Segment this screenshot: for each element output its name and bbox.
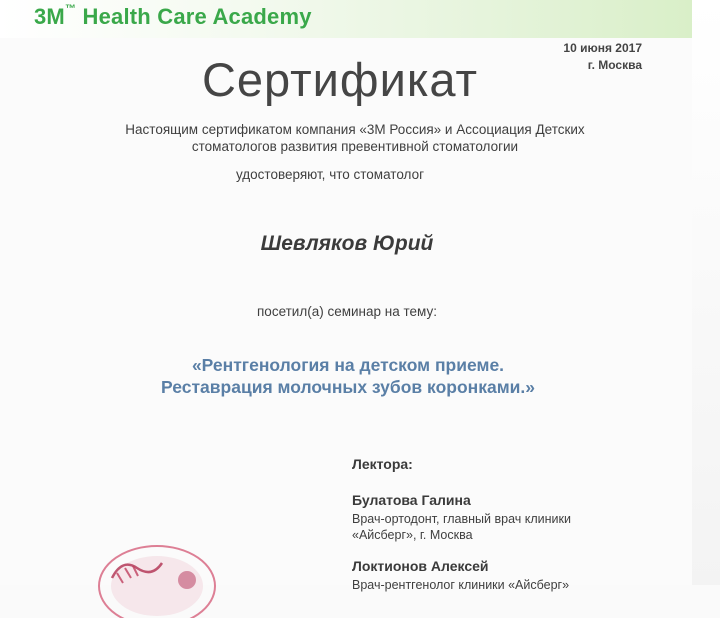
- stamp-seal-icon: [92, 538, 222, 618]
- topic-line-2: Реставрация молочных зубов коронками.»: [161, 377, 535, 397]
- header-band: [0, 0, 692, 38]
- brand-academy: Health Care Academy: [82, 4, 312, 29]
- lecturer-1-role-line-2: «Айсберг», г. Москва: [352, 528, 473, 542]
- certificate-title: Сертификат: [201, 53, 479, 106]
- lecturer-2-role-line-1: Врач-рентгенолог клиники «Айсберг»: [352, 578, 570, 592]
- city-text: г. Москва: [587, 58, 642, 72]
- lecturer-1-name: Булатова Галина: [352, 492, 471, 508]
- lecturer-1-role-line-1: Врач-ортодонт, главный врач клиники: [352, 512, 571, 526]
- lecturer-2: [352, 558, 569, 593]
- lecturer-2-name: Локтионов Алексей: [352, 558, 489, 574]
- date-text: 10 июня 2017: [563, 41, 642, 55]
- brand-3m: 3M: [34, 4, 65, 29]
- lecturers-heading: Лектора:: [352, 456, 413, 472]
- attended-text: посетил(а) семинар на тему:: [257, 304, 437, 319]
- intro-text: [40, 121, 670, 155]
- seminar-topic: [0, 354, 696, 398]
- intro-line-1: Настоящим сертификатом компания «3М Россия» и Ассоциация Детских: [125, 122, 585, 137]
- intro-line-2: стоматологов развития превентивной стоматологии: [191, 139, 519, 154]
- topic-line-1: «Рентгенология на детском приеме.: [191, 355, 505, 375]
- lecturer-1: [352, 492, 571, 543]
- brand-trademark: ™: [64, 2, 77, 15]
- recipient-name: Шевляков Юрий: [260, 232, 434, 255]
- right-edge-strip: [692, 0, 720, 585]
- brand-logo: [34, 4, 312, 30]
- certifies-text: удостоверяют, что стоматолог: [236, 167, 424, 182]
